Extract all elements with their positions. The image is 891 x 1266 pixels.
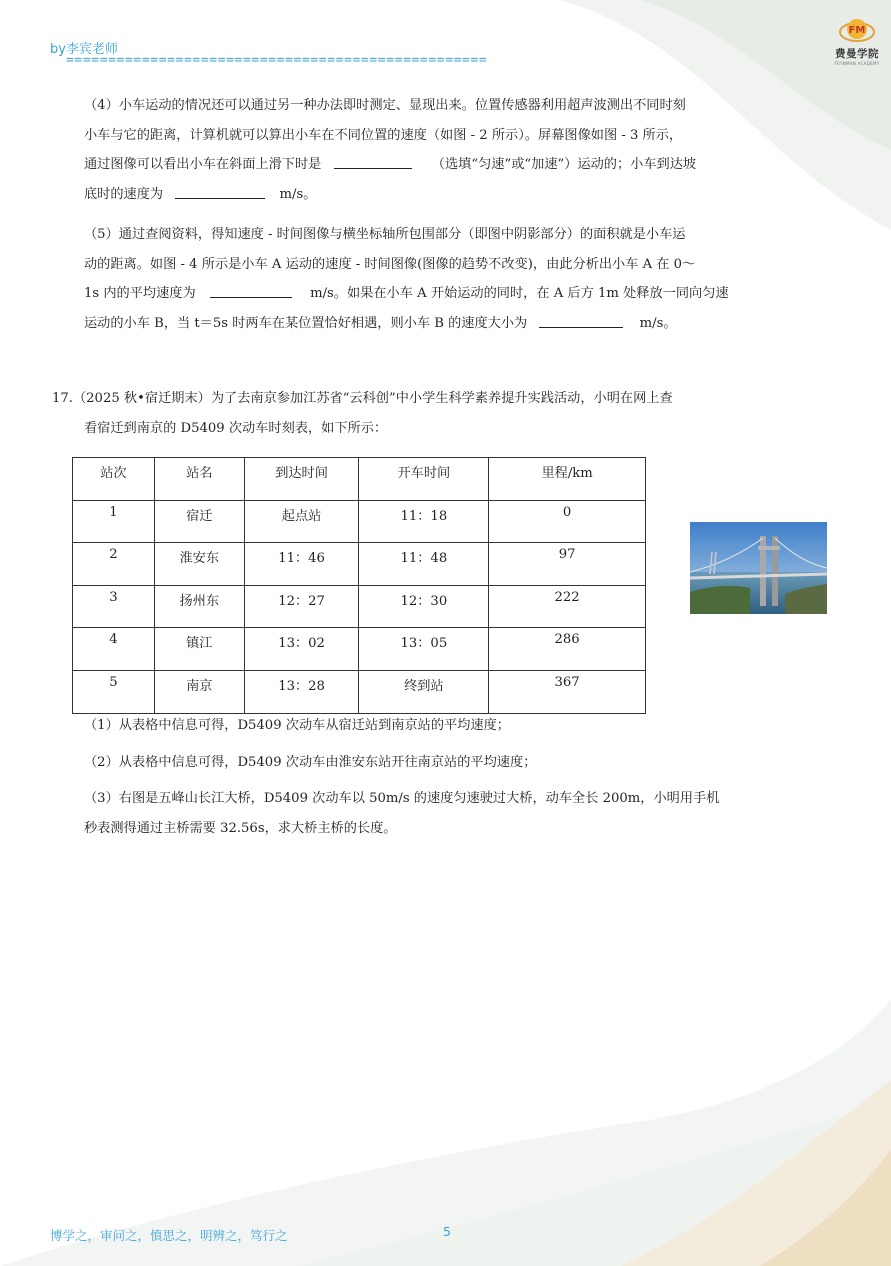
- header-station-no: 站次: [100, 466, 127, 481]
- q16-part5-line3: 1s 内的平均速度为 m/s。如果在小车 A 开始运动的同时，在 A 后方 1m 处释放一同向匀速: [84, 279, 729, 309]
- table-cell: 11：18: [400, 508, 448, 524]
- table-row: [73, 585, 646, 628]
- table-cell: 222: [554, 589, 580, 605]
- table-cell: 13：02: [278, 636, 325, 652]
- table-header-row: [73, 458, 646, 501]
- table-cell: 12：30: [400, 593, 448, 609]
- logo-subtitle: FEYNMAN ACADEMY: [834, 61, 880, 66]
- table-cell: 4: [109, 632, 118, 648]
- header-divider: ==================================================: [66, 56, 488, 66]
- table-cell: 终到站: [404, 678, 444, 694]
- bridge-photo: [690, 522, 827, 614]
- table-cell: 扬州东: [179, 593, 220, 609]
- table-cell: 2: [109, 547, 118, 563]
- q16-part4: [84, 91, 696, 209]
- q16-part5-line4: 运动的小车 B，当 t＝5s 时两车在某位置恰好相遇，则小车 B 的速度大小为 m/s。: [84, 309, 729, 339]
- table-cell: 5: [109, 674, 118, 690]
- answer-blank-car-b-speed[interactable]: [539, 313, 623, 328]
- table-cell: 12：27: [278, 593, 325, 609]
- footer-motto: 博学之，审问之，慎思之，明辨之，笃行之: [50, 1228, 288, 1243]
- table-cell: 286: [554, 632, 580, 648]
- table-cell: 起点站: [281, 508, 322, 524]
- q16-part5: [84, 220, 729, 338]
- table-row: [73, 500, 646, 543]
- q17-stem: [52, 384, 673, 443]
- logo-name: 费曼学院: [835, 48, 879, 60]
- table-cell: 97: [558, 547, 576, 563]
- q16-part4-line2: 小车与它的距离，计算机就可以算出小车在不同位置的速度（如图 - 2 所示）。屏幕图像如图 - 3 所示，: [84, 127, 683, 143]
- table-cell: 13：28: [278, 678, 325, 694]
- svg-text:FM: FM: [848, 25, 866, 36]
- q16-part4-line4: 底时的速度为 m/s。: [84, 180, 696, 210]
- header-arrival-time: 到达时间: [275, 466, 328, 481]
- q17-stem-line2: 看宿迁到南京的 D5409 次动车时刻表，如下所示：: [84, 420, 388, 436]
- q17-sub3-line1: （3）右图是五峰山长江大桥，D5409 次动车以 50m/s 的速度匀速驶过大桥，动车全长 200m，小明用手机: [84, 791, 720, 806]
- table-cell: 13：05: [400, 636, 448, 652]
- q17-sub2: （2）从表格中信息可得，D5409 次动车由淮安东站开往南京站的平均速度；: [84, 754, 537, 770]
- answer-blank-motion-type[interactable]: [334, 154, 412, 169]
- q17-subquestions: [84, 711, 719, 843]
- q17-stem-line1: 17.（2025 秋•宿迁期末）为了去南京参加江苏省“云科创”中小学生科学素养提升实践活动，小明在网上查: [52, 391, 673, 406]
- q16-part4-line1: （4）小车运动的情况还可以通过另一种办法即时测定、显现出来。位置传感器利用超声波测出不同时刻: [84, 98, 686, 113]
- q16-part5-line1: （5）通过查阅资料，得知速度 - 时间图像与横坐标轴所包围部分（即图中阴影部分）的面积就是小车运: [84, 227, 686, 242]
- page-number: 5: [443, 1224, 451, 1239]
- q16-part5-line2: 动的距离。如图 - 4 所示是小车 A 运动的速度 - 时间图像(图像的趋势不改变)，由此分析出小车 A 在 0～: [84, 256, 696, 272]
- table-cell: 宿迁: [186, 508, 213, 524]
- table-cell: 3: [109, 589, 118, 605]
- table-cell: 0: [562, 504, 572, 520]
- author-label: by李宾老师: [50, 42, 118, 57]
- table-row: [73, 628, 646, 671]
- table-cell: 367: [554, 674, 580, 690]
- train-timetable: [72, 457, 646, 714]
- table-row: [73, 543, 646, 586]
- q17-sub3-line2: 秒表测得通过主桥需要 32.56s，求大桥主桥的长度。: [84, 820, 397, 836]
- table-cell: 11：48: [400, 551, 448, 567]
- q17-sub1: （1）从表格中信息可得，D5409 次动车从宿迁站到南京站的平均速度；: [84, 718, 510, 733]
- table-cell: 镇江: [186, 636, 213, 652]
- logo-mark-icon: [837, 14, 877, 46]
- academy-logo: [826, 14, 888, 70]
- table-row: [73, 670, 646, 713]
- header-distance: 里程/km: [541, 466, 593, 481]
- header-station-name: 站名: [186, 466, 213, 481]
- q16-part4-line3: 通过图像可以看出小车在斜面上滑下时是 （选填“匀速”或“加速”）运动的；小车到达坡: [84, 150, 696, 180]
- table-cell: 1: [109, 504, 118, 520]
- answer-blank-bottom-speed[interactable]: [175, 184, 265, 199]
- answer-blank-average-speed[interactable]: [210, 283, 292, 298]
- header-departure-time: 开车时间: [397, 466, 451, 481]
- table-cell: 南京: [186, 678, 213, 694]
- table-cell: 淮安东: [179, 551, 220, 567]
- table-cell: 11：46: [278, 551, 325, 567]
